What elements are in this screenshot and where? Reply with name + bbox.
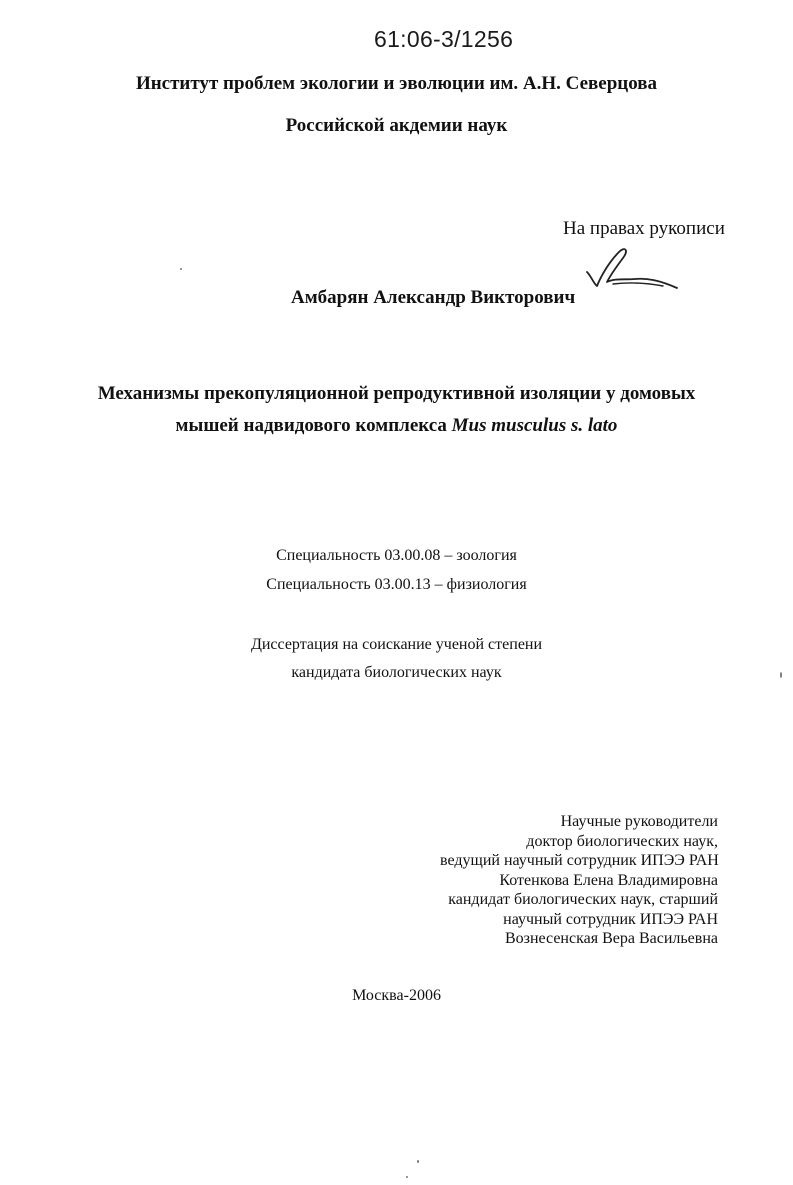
- supervisor-2-degree: кандидат биологических наук, старший: [448, 891, 718, 908]
- handwritten-signature: [585, 242, 685, 294]
- degree-line-1: Диссертация на соискание ученой степени: [250, 636, 543, 653]
- species-name: Mus musculus s. lato: [451, 415, 618, 436]
- thesis-title-line-1: Механизмы прекопуляционной репродуктивной изоляции у домовых: [97, 383, 696, 404]
- city-year: Москва-2006: [352, 987, 441, 1004]
- supervisor-1-name: Котенкова Елена Владимировна: [499, 871, 718, 889]
- specialty-1: Специальность 03.00.08 – зоология: [276, 547, 517, 564]
- specialty-2: Специальность 03.00.13 – физиология: [266, 576, 527, 593]
- supervisor-2-position: научный сотрудник ИПЭЭ РАН: [503, 910, 718, 928]
- author-name: Амбарян Александр Викторович: [291, 287, 576, 308]
- supervisors-block: [440, 812, 718, 949]
- supervisor-1-position: ведущий научный сотрудник ИПЭЭ РАН: [440, 852, 719, 869]
- institute-name: Институт проблем экологии и эволюции им. А.Н. Северцова: [135, 73, 658, 94]
- scan-speck: [417, 1160, 419, 1163]
- thesis-title-prefix: мышей надвидового комплекса: [175, 415, 452, 436]
- scan-speck: [406, 1176, 408, 1178]
- scan-speck: [180, 268, 182, 270]
- archive-stamp: 61:06-3/1256: [374, 26, 514, 52]
- scan-speck: [780, 672, 782, 678]
- supervisors-heading: Научные руководители: [560, 813, 718, 830]
- supervisor-1-degree: доктор биологических наук,: [526, 832, 718, 850]
- thesis-title-line-2: [0, 415, 793, 437]
- rights-note: На правах рукописи: [563, 218, 725, 239]
- academy-name: Российской акдемии наук: [285, 115, 508, 136]
- degree-line-2: кандидата биологических наук: [291, 664, 502, 681]
- supervisor-2-name: Вознесенская Вера Васильевна: [504, 930, 718, 947]
